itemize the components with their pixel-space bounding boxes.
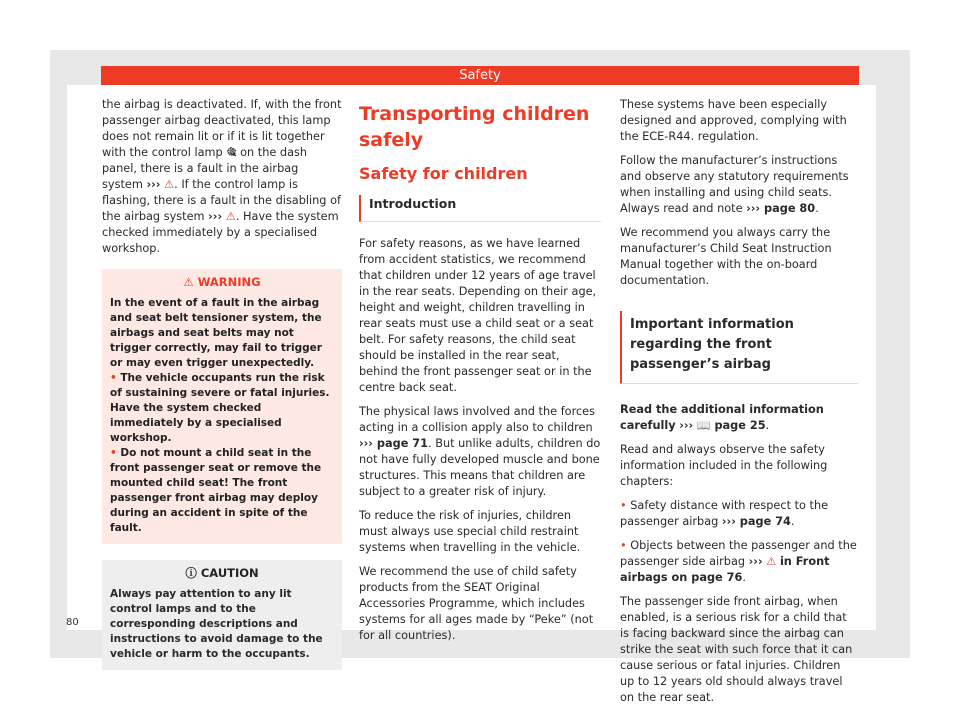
section-title: Safety for children xyxy=(359,164,528,183)
front-airbags-link[interactable]: in Front airbags on page 76 xyxy=(620,555,830,584)
paragraph: The passenger side front airbag, when enabled, is a serious risk for a child that is facing backward since the airbag can strike the seat with such force that it can cause serious or fatal injuries. Children up to 12 years old should always travel on the rear seat. xyxy=(620,595,853,704)
page-number: 80 xyxy=(66,617,79,628)
airbag-fault-paragraph: the airbag is deactivated. If, with the front passenger airbag deactivated, this lamp does not remain lit or if it is lit together with the control lamp 🎕 on the dash panel, there is a fault in the airbag system ››› ⚠. If the control lamp is flashing, there is a fault in the disabling of the airbag system ››› ⚠. Have the system checked immediately by a specialised workshop. xyxy=(102,98,342,255)
page-25-link[interactable]: page 25 xyxy=(714,419,766,432)
info-circle-icon: ⓘ xyxy=(185,566,197,580)
paragraph: For safety reasons, as we have learned from accident statistics, we recommend that children under 12 years of age travel in the rear seats. Depending on their age, height and weight, children travelling in rear seats must use a child seat or a seat belt. For safety reasons, the child seat should be installed in the rear seat, behind the front passenger seat or in the centre back seat. xyxy=(359,237,597,394)
section-header: Safety xyxy=(101,66,859,85)
chapter-title: Transporting children safely xyxy=(359,103,590,151)
warning-title: ⚠ WARNING xyxy=(183,275,261,289)
page-71-link[interactable]: ››› page 71 xyxy=(359,437,429,450)
subsection-title: Important information regarding the front passenger’s airbag xyxy=(620,311,858,384)
warning-triangle-icon: ⚠ xyxy=(225,210,236,223)
paragraph: These systems have been especially designed and approved, complying with the ECE-R44. regulation. xyxy=(620,98,847,143)
column-right xyxy=(620,97,858,714)
paragraph: We recommend you always carry the manufacturer’s Child Seat Instruction Manual together with the on-board documentation. xyxy=(620,226,832,287)
list-item: • Objects between the passenger and the passenger side airbag ››› ⚠ in Front airbags on page 76. xyxy=(620,539,857,584)
airbag-lamp-icon: 🎕 xyxy=(226,146,237,159)
list-item: • Safety distance with respect to the passenger airbag ››› page 74. xyxy=(620,499,829,528)
warning-triangle-icon: ⚠ xyxy=(183,275,194,289)
paragraph: Read the additional information carefully ››› 📖 page 25. xyxy=(620,403,824,432)
page-80-link[interactable]: ››› page 80 xyxy=(746,202,816,215)
paragraph: We recommend the use of child safety products from the SEAT Original Accessories Programme, which includes systems for all ages made by “Peke” (not for all countries). xyxy=(359,565,594,642)
column-middle xyxy=(359,97,601,652)
warning-bullet: • The vehicle occupants run the risk of sustaining severe or fatal injuries. Have the system checked immediately by a specialised workshop. xyxy=(110,372,330,444)
paragraph: To reduce the risk of injuries, children must always use special child restraint systems when travelling in the vehicle. xyxy=(359,509,581,554)
book-icon: 📖 xyxy=(696,419,711,432)
ref-link-1[interactable]: ››› xyxy=(146,178,161,191)
caution-box xyxy=(102,560,342,670)
paragraph: Follow the manufacturer’s instructions and observe any statutory requirements when installing and using child seats. Always read and note ››› page 80. xyxy=(620,154,849,215)
caution-text: Always pay attention to any lit control lamps and to the corresponding descriptions and instructions to avoid damage to the vehicle or harm to the occupants. xyxy=(110,588,323,660)
warning-triangle-icon: ⚠ xyxy=(164,178,175,191)
paragraph: Read and always observe the safety information included in the following chapters: xyxy=(620,443,828,488)
column-left xyxy=(102,97,342,670)
warning-bullet: • Do not mount a child seat in the front passenger seat or remove the mounted child seat! The front passenger front airbag may deploy during an accident in spite of the fault. xyxy=(110,447,322,534)
subsection-title: Introduction xyxy=(359,195,601,222)
page-74-link[interactable]: ››› page 74 xyxy=(721,515,791,528)
caution-title: ⓘ CAUTION xyxy=(185,566,259,580)
warning-text: In the event of a fault in the airbag and seat belt tensioner system, the airbags and seat belts may not trigger correctly, may fail to trigger or may even trigger unexpectedly. xyxy=(110,297,322,369)
warning-triangle-icon: ⚠ xyxy=(766,555,777,568)
warning-box xyxy=(102,269,342,544)
ref-link-2[interactable]: ››› xyxy=(208,210,223,223)
paragraph: The physical laws involved and the forces acting in a collision apply also to children ››› page 71. But unlike adults, children do not have fully developed muscle and bone structures. This means that children are subject to a greater risk of injury. xyxy=(359,405,601,498)
